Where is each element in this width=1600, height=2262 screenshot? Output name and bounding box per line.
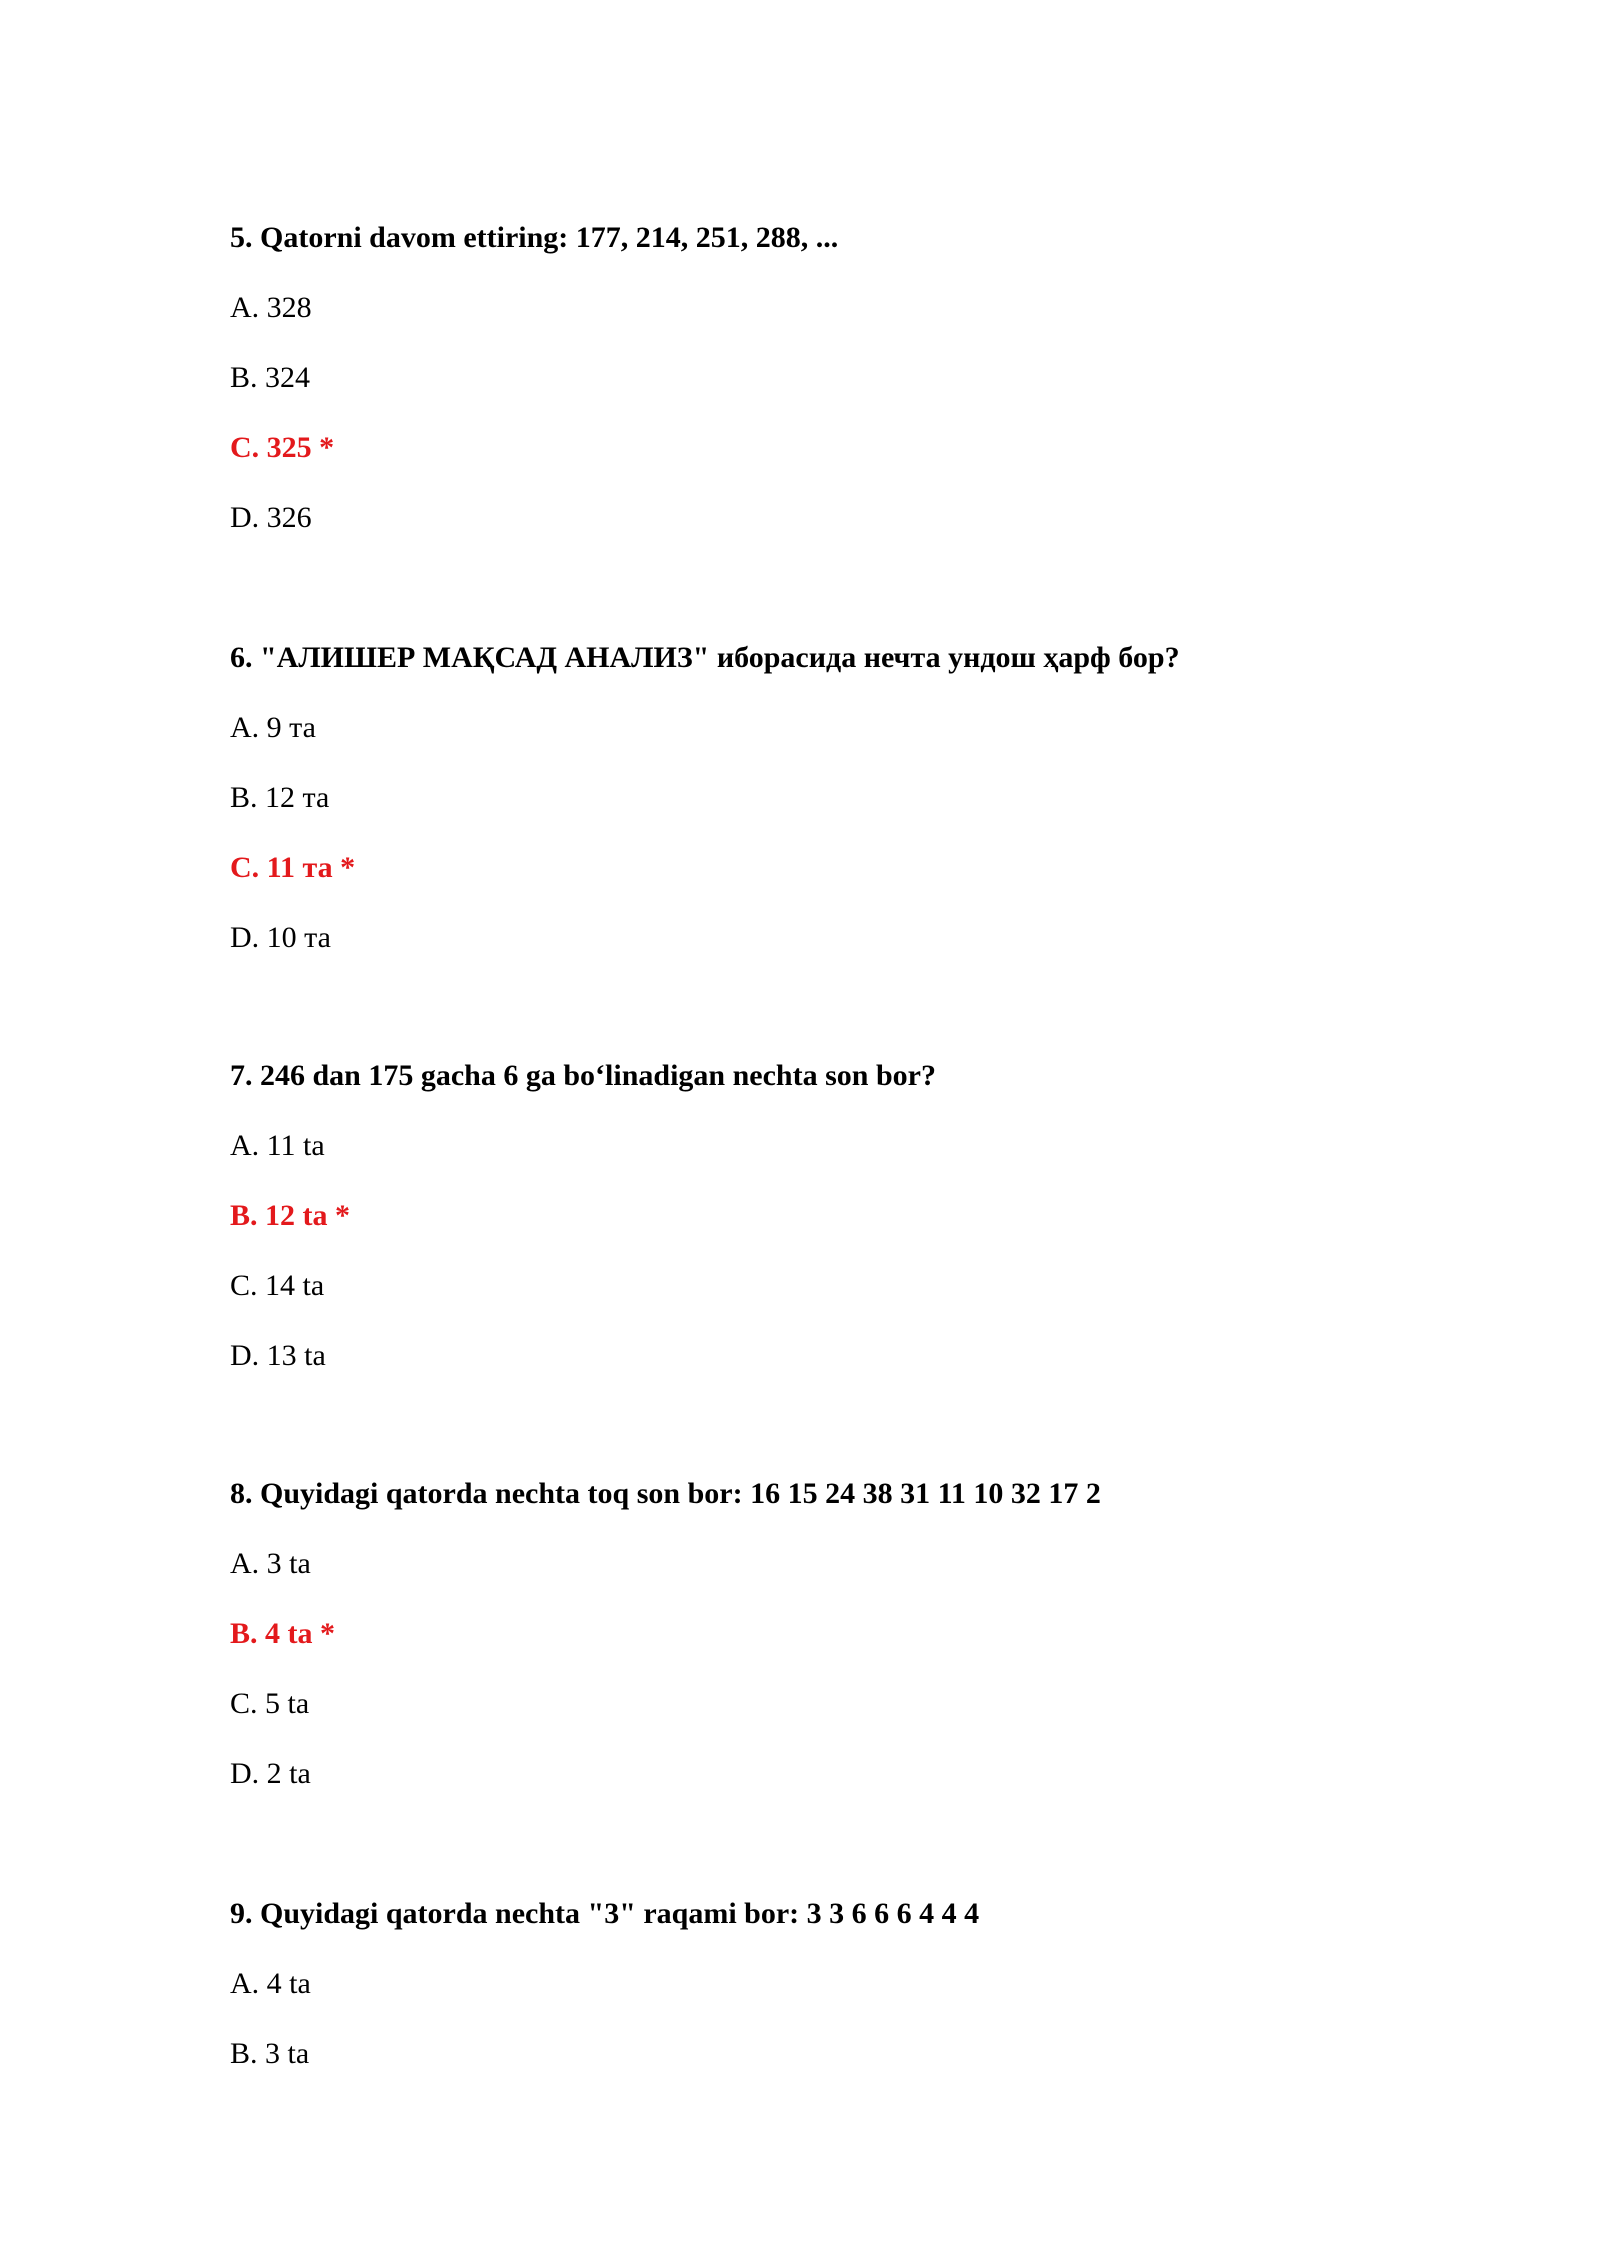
question-8-option-d: D. 2 ta [230,1757,311,1790]
question-6-option-b: B. 12 та [230,781,330,814]
question-7-option-c: C. 14 ta [230,1269,325,1302]
question-5-option-d: D. 326 [230,501,312,534]
question-9-text: 9. Quyidagi qatorda nechta "3" raqami bor: 3 3 6 6 6 4 4 4 [230,1897,980,1930]
question-6-option-a: A. 9 та [230,711,316,744]
question-6-text: 6. "АЛИШЕР МАҚСАД АНАЛИЗ" иборасида нечта ундош ҳарф бор? [230,641,1180,674]
question-9-option-a: A. 4 ta [230,1967,311,2000]
question-7-option-b-correct: B. 12 ta * [230,1199,350,1232]
question-8-option-b-correct: B. 4 ta * [230,1617,335,1650]
question-7-option-d: D. 13 ta [230,1339,326,1372]
question-8-option-a: A. 3 ta [230,1547,311,1580]
question-5-option-a: A. 328 [230,291,312,324]
question-7-option-a: A. 11 ta [230,1129,325,1162]
question-5-option-b: B. 324 [230,361,311,394]
question-6-option-c-correct: C. 11 та * [230,851,356,884]
question-6-option-d: D. 10 та [230,921,331,954]
question-7-text: 7. 246 dan 175 gacha 6 ga bo‘linadigan nechta son bor? [230,1059,936,1092]
question-5-text: 5. Qatorni davom ettiring: 177, 214, 251, 288, ... [230,221,839,254]
question-9-option-b: B. 3 ta [230,2037,310,2070]
question-8-text: 8. Quyidagi qatorda nechta toq son bor: 16 15 24 38 31 11 10 32 17 2 [230,1477,1101,1510]
question-5-option-c-correct: C. 325 * [230,431,335,464]
question-8-option-c: C. 5 ta [230,1687,310,1720]
